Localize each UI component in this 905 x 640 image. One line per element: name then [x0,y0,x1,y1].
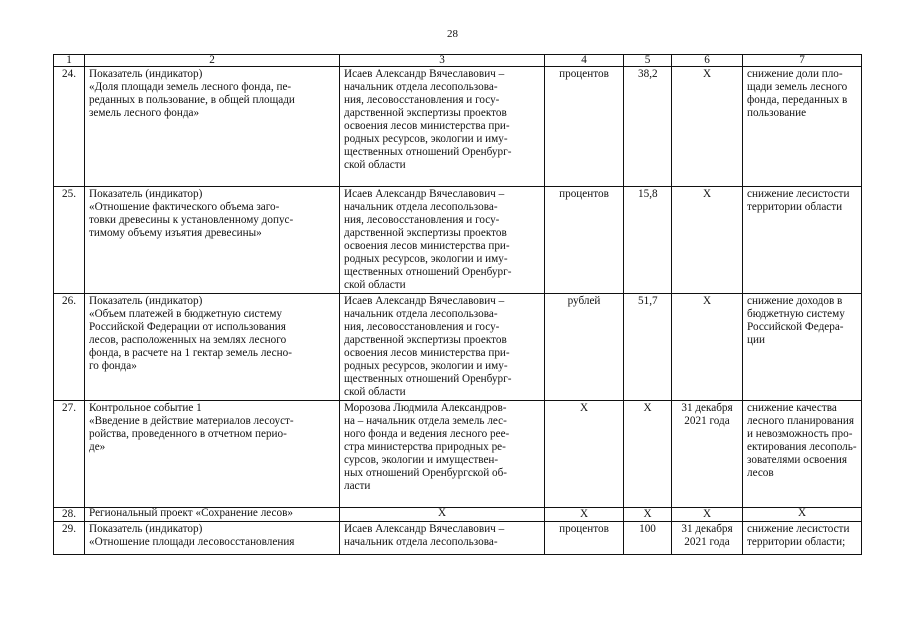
deadline: 31 декабря 2021 года [672,522,743,555]
unit: процентов [545,187,624,294]
risk-description: снижение лесистости территории области [743,187,862,294]
risk-description: Х [743,508,862,522]
indicator-name: Показатель (индикатор) «Отношение площади лесовосстановления [85,522,340,555]
table-row [54,294,862,401]
value: 100 [624,522,672,555]
unit: Х [545,508,624,522]
header-cell-4: 4 [545,55,624,67]
responsible-person: Исаев Александр Вячеславович – начальник отдела лесопользова- ния, лесовосстановления и госу- дарственной экспертизы проектов освоения лесов министерства при- родных ресурсов, экологии и иму- щественных отношений Оренбург- ской области [340,294,545,401]
responsible-person: Морозова Людмила Александров- на – начальник отдела земель лес- ного фонда и ведения лесного рее- стра министерства природных ре- сурсов, экологии и имуществен- ных отношений Оренбургской об- ласти [340,401,545,508]
header-cell-3: 3 [340,55,545,67]
row-number: 26. [54,294,85,401]
indicator-name: Контрольное событие 1 «Введение в действие материалов лесоуст- ройства, проведенного в отчетном перио- де» [85,401,340,508]
value: 38,2 [624,67,672,187]
document-table [53,54,862,555]
row-number: 27. [54,401,85,508]
header-cell-6: 6 [672,55,743,67]
page-number: 28 [447,28,458,40]
row-number: 24. [54,67,85,187]
table-header-row [54,55,862,67]
row-number: 28. [54,508,85,522]
deadline: Х [672,67,743,187]
responsible-person: Исаев Александр Вячеславович – начальник отдела лесопользова- ния, лесовосстановления и госу- дарственной экспертизы проектов освоения лесов министерства при- родных ресурсов, экологии и иму- щественных отношений Оренбург- ской области [340,67,545,187]
deadline: 31 декабря 2021 года [672,401,743,508]
value: 51,7 [624,294,672,401]
header-cell-1: 1 [54,55,85,67]
table-row [54,401,862,508]
header-cell-5: 5 [624,55,672,67]
responsible-person: Х [340,508,545,522]
indicator-name: Региональный проект «Сохранение лесов» [85,508,340,522]
responsible-person: Исаев Александр Вячеславович – начальник отдела лесопользова- [340,522,545,555]
header-cell-2: 2 [85,55,340,67]
table-row [54,508,862,522]
row-number: 25. [54,187,85,294]
unit: процентов [545,522,624,555]
risk-description: снижение лесистости территории области; [743,522,862,555]
value: Х [624,401,672,508]
indicator-name: Показатель (индикатор) «Отношение фактического объема заго- товки древесины к установленному допус- тимому объему изъятия древесины» [85,187,340,294]
deadline: Х [672,508,743,522]
unit: рублей [545,294,624,401]
table-row [54,67,862,187]
indicator-name: Показатель (индикатор) «Доля площади земель лесного фонда, пе- реданных в пользование, в общей площади земель лесного фонда» [85,67,340,187]
value: 15,8 [624,187,672,294]
row-number: 29. [54,522,85,555]
responsible-person: Исаев Александр Вячеславович – начальник отдела лесопользова- ния, лесовосстановления и госу- дарственной экспертизы проектов освоения лесов министерства при- родных ресурсов, экологии и иму- щественных отношений Оренбург- ской области [340,187,545,294]
indicator-name: Показатель (индикатор) «Объем платежей в бюджетную систему Российской Федерации от использования лесов, расположенных на землях лесного фонда, в расчете на 1 гектар земель лесно- го фонда» [85,294,340,401]
deadline: Х [672,187,743,294]
value: Х [624,508,672,522]
risk-description: снижение доли пло- щади земель лесного фонда, переданных в пользование [743,67,862,187]
unit: процентов [545,67,624,187]
risk-description: снижение качества лесного планирования и невозможность про- ектирования лесополь- зователями освоения лесов [743,401,862,508]
header-cell-7: 7 [743,55,862,67]
risk-description: снижение доходов в бюджетную систему Российской Федера- ции [743,294,862,401]
table-row [54,187,862,294]
table-row [54,522,862,555]
deadline: Х [672,294,743,401]
unit: Х [545,401,624,508]
